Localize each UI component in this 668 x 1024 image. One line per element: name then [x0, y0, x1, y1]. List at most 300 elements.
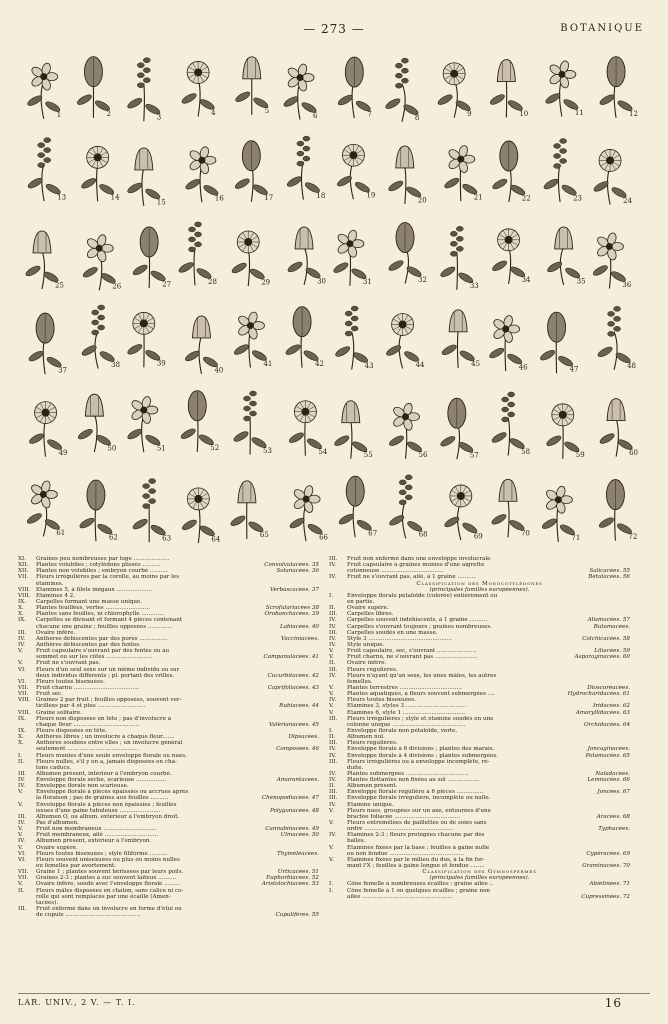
figure-number: 16: [214, 194, 224, 203]
entry-family: Asparaginacées. 60: [574, 654, 630, 661]
entry-description: femelles.: [347, 678, 373, 685]
figure-number: 51: [156, 444, 166, 453]
entry-description: ticillées par 4 et plus ...........................: [36, 703, 146, 710]
entry-description: tacées).: [36, 899, 59, 906]
entry-description: Fleurs d'un seul sexe sur un même individu ou sur: [36, 666, 180, 673]
plant-figure: [545, 404, 584, 459]
entry-family: Cucurbitacées. 42: [267, 672, 319, 679]
figure-number: 65: [259, 531, 269, 540]
entry-description: Fleurs mâles disposées en chaton, sans calice ni co-: [36, 887, 184, 894]
entry-description: Plantes submergées ...................................: [347, 770, 469, 777]
plant-figure: [489, 60, 528, 118]
entry-description: Étamines 5, à filets inégaux ....................: [36, 586, 152, 593]
entry-description: Cône femelle à nombreuses écailles ; graine ailée ..: [347, 881, 494, 888]
entry-description: Carpelles se divisant et formant 4 pièces contenant: [36, 617, 183, 624]
entry-family: Dipsacées.: [288, 734, 319, 741]
entry-number: IV.: [329, 770, 337, 777]
entry-family: Valérianacées. 45: [269, 721, 319, 728]
plant-figure: [388, 402, 428, 459]
entry-description: Enveloppe florale à 6 divisions ; plantes des marais.: [347, 746, 495, 753]
plant-figure: [286, 136, 325, 200]
figure-number: 5: [264, 107, 270, 116]
figure-number: 9: [467, 110, 472, 119]
entry-number: III.: [329, 740, 338, 747]
entry-number: VII.: [18, 875, 29, 882]
figure-number: 37: [58, 366, 68, 375]
plant-figure: [132, 479, 171, 543]
entry-description: ailée ...................................................: [347, 893, 453, 900]
entry-number: III.: [329, 611, 338, 618]
entry-number: VI.: [18, 850, 27, 857]
entry-description: sommet ou sur les côtés ..........................: [36, 654, 153, 661]
entry-number: V.: [18, 826, 23, 833]
plant-figure: [229, 481, 268, 539]
entry-description: Fleurs toutes bisexuées.: [347, 697, 416, 704]
entry-number: V.: [329, 820, 334, 827]
entry-description: Enveloppe florale non scarieuse.: [36, 783, 129, 790]
entry-number: III.: [329, 789, 338, 796]
entry-number: IV.: [18, 641, 26, 648]
figure-number: 59: [575, 451, 585, 460]
entry-description: colonne unique .........................................: [347, 721, 466, 728]
plant-figure: [126, 312, 165, 367]
plant-figure: [439, 398, 478, 459]
entry-description: tons caducs.: [36, 764, 72, 771]
figure-number: 19: [366, 191, 376, 200]
entry-description: Fruit non membraneux ..............................: [36, 826, 157, 833]
plant-figure: [599, 57, 638, 118]
plant-figure: [231, 231, 270, 286]
entry-description: balles.: [347, 838, 366, 845]
plant-figure: [491, 141, 530, 202]
entry-number: IV.: [329, 801, 337, 808]
entry-number: III.: [329, 666, 338, 673]
plant-figure: [78, 480, 117, 541]
plant-figure: [599, 399, 638, 457]
entry-description: Carpelles s'ouvrant toujours ; graines nombreuses.: [347, 623, 493, 630]
entry-description: Carpelles libres.: [347, 611, 394, 618]
entry-description: Graine solitaire.: [36, 709, 82, 716]
entry-family: Potamacées. 65: [585, 752, 630, 759]
entry-number: XII.: [18, 562, 29, 569]
entry-number: IX.: [18, 617, 26, 624]
figure-number: 48: [627, 362, 636, 371]
entry-description: Ovaire supère.: [347, 605, 389, 612]
entry-number: X.: [18, 740, 24, 747]
entry-number: IV.: [18, 820, 26, 827]
entry-description: Enveloppe florale à 4 divisions ; plantes submergées.: [347, 752, 498, 759]
plant-figure: [234, 57, 269, 115]
entry-description: Graines 2 par fruit ; feuilles opposées, souvent ver-: [36, 697, 182, 704]
plant-figure: [598, 480, 637, 541]
entry-description: Style unique.: [347, 641, 385, 648]
entry-family: Aristolochiacées. 53: [261, 881, 319, 888]
entry-number: IV.: [18, 783, 26, 790]
entry-description: Fleurs irrégulières ; style et étamine soudés en une: [347, 715, 494, 722]
entry-description: Fleurs régulières.: [347, 666, 398, 673]
plant-figure: [184, 146, 224, 203]
plant-figure: [593, 149, 633, 204]
entry-description: Enveloppe florale régulière à 6 pièces ...............: [347, 789, 484, 796]
figure-number: 39: [156, 359, 166, 368]
figure-number: 31: [362, 278, 372, 287]
entry-description: mant l'X ; feuilles à gaine longue et fendue ........: [347, 863, 485, 870]
plant-figure: [338, 476, 377, 537]
plant-figure: [132, 227, 171, 288]
plant-figure: [544, 60, 583, 117]
figure-number: 61: [56, 528, 66, 537]
entry-description: en partie.: [347, 598, 375, 605]
entry-description: Plantes non volubiles ; embryon courbé ..........: [36, 568, 168, 575]
entry-family: Ulmacées. 50: [280, 832, 319, 839]
entry-number: V.: [18, 832, 23, 839]
plant-figure: [490, 479, 529, 537]
figure-number: 23: [573, 194, 583, 203]
entry-description: Anthères déhiscentes par des pores ................: [36, 635, 168, 642]
entry-description: Fruit charnu, ne s'ouvrant pas ........................: [347, 654, 478, 661]
entry-description: Fruit charnu .....................................: [36, 684, 140, 691]
entry-number: III.: [18, 629, 27, 636]
entry-description: Anthères déhiscentes par des fentes.: [36, 641, 141, 648]
entry-description: de cupule ..........................................: [36, 912, 141, 919]
entry-family: Abiétinées. 71: [589, 881, 630, 888]
entry-description: Fleurs nues, groupées sur un axe, entourées d'une: [347, 807, 491, 814]
plant-figure: [388, 223, 427, 284]
entry-description: Plantes terrestres ...................................: [347, 684, 462, 691]
entry-number: IV.: [329, 562, 337, 569]
entry-description: Étamines 4 2.: [36, 592, 75, 599]
entry-number: IV.: [329, 697, 337, 704]
figure-number: 30: [317, 277, 326, 286]
entry-description: bractée foliacée .....................................: [347, 813, 461, 820]
plant-figure: [541, 485, 580, 542]
plant-figure: [441, 310, 480, 368]
entry-family: Naïadacées.: [595, 770, 630, 777]
entry-description: Ovaire supère.: [36, 844, 78, 851]
plant-figure: [126, 58, 161, 122]
entry-family: Verbascacées. 37: [269, 586, 319, 593]
entry-description: Pas d'albumen.: [36, 820, 79, 827]
entry-description: Graines 2-3 ; plantes à suc souvent laiteux ..........: [36, 875, 177, 882]
entry-number: IV.: [329, 832, 337, 839]
plant-figure: [180, 391, 219, 452]
entry-family: Colchicacées. 58: [582, 635, 630, 642]
plant-figure: [597, 306, 636, 370]
entry-number: V.: [329, 856, 334, 863]
plant-figure: [283, 63, 319, 120]
entry-number: V.: [18, 844, 23, 851]
entry-number: V.: [329, 648, 334, 655]
figure-number: 35: [576, 277, 586, 286]
entry-number: IX.: [18, 598, 26, 605]
entry-family: Thyméléacées.: [277, 850, 319, 857]
entry-description: Carpelles formant une masse unique.: [36, 598, 143, 605]
page-number: — 273 —: [303, 22, 365, 36]
entry-number: V.: [18, 801, 23, 808]
entry-description: Albumen présent, extérieur à l'embryon.: [36, 838, 152, 845]
entry-description: Fleurs toutes bisexuées.: [36, 678, 105, 685]
entry-description: Plantes feuillées, vertes .........................: [36, 605, 150, 612]
entry-family: Caprifoliacées. 43: [267, 684, 319, 691]
entry-description: Fruit enfermé dans un involucre en forme d'étui ou: [36, 906, 182, 913]
plant-figure: [234, 141, 273, 202]
entry-description: Fleurs non disposées en tête ; pas d'involucre à: [36, 715, 172, 722]
entry-number: II.: [18, 887, 25, 894]
entry-description: cotonneuse ...................................: [347, 568, 444, 575]
entry-number: IV.: [18, 838, 26, 845]
entry-description: la floraison ; pas de graines aux feuilles ..........: [36, 795, 169, 802]
figure-number: 24: [623, 196, 632, 205]
entry-description: Fleurs disposées en tête.: [36, 727, 107, 734]
figure-number: 11: [574, 108, 584, 117]
figure-number: 3: [156, 113, 162, 122]
entry-number: II.: [329, 605, 336, 612]
figure-number: 45: [471, 360, 481, 369]
entry-family: Labiacées. 40: [279, 623, 319, 630]
entry-family: Scrofulariacées 38: [265, 605, 319, 612]
entry-description: Albumen O, ou album. extérieur à l'embryon droit.: [36, 813, 180, 820]
entry-family: Solanacées. 36: [276, 568, 319, 575]
plant-figure: [388, 475, 427, 539]
entry-number: III.: [18, 906, 27, 913]
figure-number: 1: [56, 111, 62, 120]
entry-description: Plantes sans feuilles, ni chlorophylle .............: [36, 611, 165, 618]
entry-number: II.: [329, 734, 336, 741]
plant-figure: [76, 57, 111, 118]
entry-description: ou non fendue ..........................................: [347, 850, 465, 857]
plant-figure: [333, 401, 372, 459]
plant-figure: [443, 485, 482, 540]
entry-description: Fruit non enfermé dans une enveloppe involucrale: [347, 556, 491, 562]
entry-family: Alismacées. 57: [587, 617, 630, 624]
entry-number: III.: [18, 770, 27, 777]
entry-family: Aracées. 68: [596, 813, 630, 820]
figure-number: 72: [628, 532, 638, 541]
entry-number: IV.: [329, 623, 337, 630]
figure-number: 40: [214, 366, 224, 375]
plant-figure: [232, 391, 271, 455]
entry-description: chaque fleur .....................................: [36, 721, 140, 728]
entry-description: Fleurs n'ayant qu'un sexe, les unes mâles, les autres: [347, 672, 497, 679]
entry-number: III.: [329, 795, 338, 802]
entry-description: issues d'une gaine tubuleuse .......................: [36, 807, 161, 814]
plant-figure: [385, 313, 425, 368]
entry-description: Fruit ne s'ouvrant pas, ailé, à 1 graine ..........: [347, 574, 476, 581]
footer-imprint: LAR. UNIV., 2 V. — T. I.: [18, 998, 136, 1007]
entry-description: ou femelles par avortement.: [36, 863, 116, 870]
figure-number: 34: [521, 276, 531, 285]
entry-number: XII.: [18, 568, 29, 575]
figure-number: 44: [415, 360, 425, 369]
figure-number: 70: [520, 529, 530, 538]
entry-family: Chénopodiacées. 47: [261, 795, 319, 802]
entry-description: Fruit sec.: [36, 691, 64, 698]
entry-number: VIII.: [18, 697, 31, 704]
entry-family: Euphorbiacées. 52: [266, 875, 319, 882]
entry-number: V.: [329, 807, 334, 814]
figure-number: 12: [629, 110, 638, 119]
entry-description: Fruit capsulaire à graines munies d'une aigrette: [347, 562, 485, 569]
figure-number: 60: [629, 448, 638, 457]
entry-family: Amaryllidacées. 63: [575, 709, 630, 716]
entry-family: Dioscoréacées.: [587, 684, 630, 691]
footer-signature: 16: [604, 996, 622, 1010]
figure-number: 69: [473, 532, 483, 541]
figure-number: 18: [316, 191, 326, 200]
figure-number: 58: [521, 447, 531, 456]
entry-description: seulement ........................................: [36, 746, 139, 753]
figure-number: 56: [418, 451, 428, 460]
figure-number: 52: [210, 444, 220, 453]
plant-figure: [181, 61, 217, 116]
entry-number: IV.: [329, 752, 337, 759]
page-footer: [18, 998, 650, 1012]
botanical-plate-illustrations: [18, 44, 638, 550]
figure-number: 33: [469, 282, 479, 291]
figure-number: 15: [156, 198, 166, 207]
figure-number: 10: [519, 109, 529, 118]
section-title: BOTANIQUE: [560, 23, 644, 34]
entry-number: III.: [18, 813, 27, 820]
plant-figure: [488, 314, 528, 371]
entry-description: Fleurs régulières.: [347, 740, 398, 747]
entry-family: Vacciniacées.: [280, 635, 319, 642]
plant-figure: [126, 148, 165, 206]
entry-number: X.: [18, 611, 24, 618]
plant-figure: [177, 222, 216, 286]
entry-description: Fleurs nulles, s'il y en a, jamais disposées en cha-: [36, 758, 177, 765]
entry-description: Fleurs souvent unisexuées ou plus ou moins nulles: [36, 856, 180, 863]
entry-number: X.: [18, 734, 24, 741]
figure-number: 25: [54, 281, 64, 290]
entry-family: Liliacées. 59: [594, 648, 630, 655]
entry-description: Étamine unique.: [347, 801, 394, 808]
entry-description: Ovaire infère.: [347, 660, 387, 667]
plant-figure: [80, 146, 120, 201]
figure-number: 22: [521, 194, 531, 203]
entry-description: Étamines 3, styles 3 ..................................: [347, 703, 467, 710]
entry-family: Rubiacées. 44: [279, 703, 319, 710]
entry-number: X.: [18, 605, 24, 612]
entry-number: V.: [329, 844, 334, 851]
plant-figure: [287, 227, 326, 285]
entry-number: II.: [329, 783, 336, 790]
legend-heading: Classification des Gymnospermes: [422, 869, 537, 876]
entry-description: Fruit capsulaire, sec, s'ouvrant ......................: [347, 648, 477, 655]
plant-figure: [334, 306, 373, 370]
entry-number: IV.: [329, 672, 337, 679]
entry-number: I.: [329, 887, 333, 894]
entry-description: Style 3 ...............................................: [347, 635, 453, 642]
figure-number: 68: [418, 530, 428, 539]
plant-figure: [384, 58, 419, 122]
figure-number: 29: [261, 278, 271, 287]
entry-number: II.: [18, 758, 25, 765]
plant-figure: [81, 305, 120, 369]
entry-number: V.: [329, 709, 334, 716]
plant-figure: [332, 229, 371, 286]
legend-column-left: [18, 556, 319, 988]
entry-description: Fleurs entremêlées de paillettes ou de soies sans: [347, 820, 487, 827]
entry-description: Fruit capsulaire s'ouvrant par des fentes ou au: [36, 648, 170, 655]
entry-number: V.: [18, 881, 23, 888]
entry-number: III.: [329, 629, 338, 636]
entry-family: Cupressinées. 72: [581, 893, 630, 900]
entry-description: Étamines 2-3 ; fleurs protégées chacune par des: [347, 832, 485, 839]
entry-description: Fruit membraneux, ailé ..............................: [36, 832, 159, 839]
entry-description: Fleurs toutes bisexuées ; style filiforme ..........: [36, 850, 168, 857]
footer-rule: [18, 993, 650, 994]
entry-family: Butomacées.: [593, 623, 630, 630]
legend-heading: Classification des Monocotylédones: [416, 580, 543, 587]
figure-number: 6: [313, 111, 318, 120]
entry-family: Lemnacées. 66: [587, 777, 630, 784]
plant-figure: [184, 316, 223, 374]
entry-number: IV.: [18, 777, 26, 784]
entry-family: Urticacées. 51: [277, 869, 319, 876]
entry-family: Joncaginacées.: [587, 746, 630, 753]
figure-number: 32: [418, 275, 427, 284]
figure-number: 53: [263, 446, 272, 455]
legend-column-right: [329, 556, 630, 988]
figure-number: 66: [319, 533, 329, 542]
entry-family: Bétulacées. 56: [588, 574, 630, 581]
figure-number: 64: [211, 535, 221, 544]
plant-figure: [27, 138, 66, 202]
entry-description: deux individus différents ; pl. portant des vrilles.: [36, 672, 175, 679]
entry-number: VIII.: [18, 709, 31, 716]
figure-number: 67: [368, 529, 378, 538]
entry-number: V.: [18, 789, 23, 796]
entry-description: Fleurs irrégulières par la corolle, au moins par les: [36, 574, 180, 581]
entry-description: Plantes volubiles ; cotylédons plissés ..........: [36, 562, 161, 569]
page-header: [24, 22, 644, 40]
entry-family: Cannabinacées. 49: [265, 826, 319, 833]
figure-number: 7: [367, 110, 372, 119]
entry-number: I.: [329, 881, 333, 888]
figure-number: 41: [263, 359, 273, 368]
entry-number: IX.: [18, 727, 26, 734]
entry-number: IV.: [18, 635, 26, 642]
plant-figure: [28, 313, 67, 374]
plant-figure: [288, 401, 328, 456]
entry-description: Étamines fixées par la base ; feuilles à gaine nulle: [347, 844, 490, 851]
plant-figure: [437, 63, 472, 118]
entry-number: V.: [329, 703, 334, 710]
figure-number: 57: [469, 451, 479, 460]
figure-number: 63: [162, 534, 172, 543]
entry-number: VI.: [18, 856, 27, 863]
entry-number: VI.: [18, 678, 27, 685]
entry-description: Albumen présent, intérieur à l'embryon courbé.: [36, 770, 172, 777]
entry-description: Albumen nul.: [347, 734, 385, 741]
entry-description: Enveloppe florale pétaloïde (colorée) entièrement ou: [347, 592, 498, 599]
plant-figure: [126, 395, 165, 452]
plant-figure: [285, 307, 324, 368]
entry-description: Carpelles souvent indéhiscents, à 1 graine ..........: [347, 617, 488, 624]
entry-number: IV.: [329, 777, 337, 784]
entry-number: V.: [18, 648, 23, 655]
figure-number: 27: [162, 280, 172, 289]
entry-family: Convolvulacées. 35: [264, 562, 319, 569]
entry-number: V.: [329, 684, 334, 691]
plant-figure: [491, 229, 531, 284]
figure-number: 46: [518, 363, 528, 372]
entry-number: IV.: [329, 746, 337, 753]
figure-number: 42: [315, 360, 324, 369]
entry-number: IV.: [329, 617, 337, 624]
figure-number: 21: [473, 193, 483, 202]
